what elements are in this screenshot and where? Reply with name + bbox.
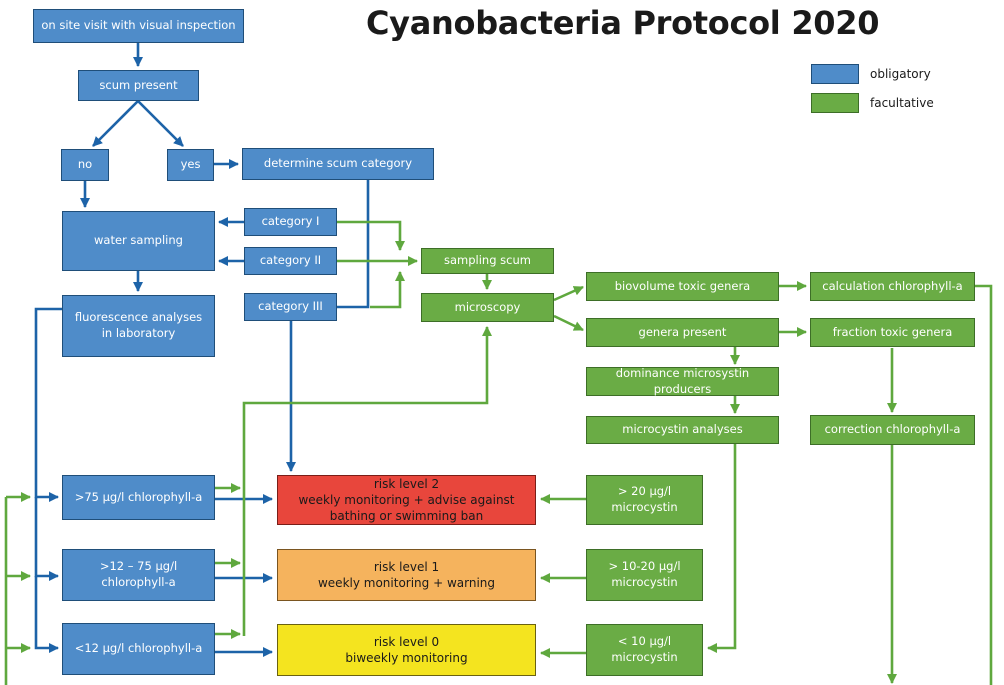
genera-present-node[interactable]: genera present	[586, 318, 779, 347]
category-2-node[interactable]: category II	[244, 247, 337, 275]
chlorophyll-low-node[interactable]: <12 µg/l chlorophyll-a	[62, 623, 215, 675]
category-3-node[interactable]: category III	[244, 293, 337, 321]
page-title: Cyanobacteria Protocol 2020	[366, 4, 880, 42]
risk-level-2-box[interactable]	[277, 475, 536, 525]
determine-scum-category-node[interactable]: determine scum category	[242, 148, 434, 180]
risk-level-1-action: weekly monitoring + warning	[317, 576, 496, 590]
chlorophyll-mid-node[interactable]: >12 – 75 µg/l chlorophyll-a	[62, 549, 215, 601]
risk-level-2-advice: bathing or swimming ban	[329, 509, 484, 524]
dominance-microcystin-producers-node[interactable]: dominance microsystin producers	[586, 367, 779, 396]
sampling-scum-node[interactable]: sampling scum	[421, 248, 554, 274]
risk-level-0-action: biweekly monitoring	[345, 651, 468, 665]
no-node[interactable]: no	[61, 149, 109, 181]
microcystin-mid-line-1: > 10-20 µg/l	[608, 559, 681, 574]
risk-level-2-action: weekly monitoring + advise against	[298, 492, 515, 507]
risk-level-0-box[interactable]	[277, 624, 536, 676]
legend-swatch-obligatory	[811, 64, 859, 84]
microcystin-mid-line-2: microcystin	[611, 575, 678, 589]
calculation-chlorophyll-node[interactable]: calculation chlorophyll-a	[810, 272, 975, 301]
category-1-node[interactable]: category I	[244, 208, 337, 236]
fraction-toxic-genera-node[interactable]: fraction toxic genera	[810, 318, 975, 347]
legend-label-facultative: facultative	[870, 96, 934, 110]
yes-node[interactable]: yes	[167, 149, 214, 181]
fluorescence-analyses-node[interactable]	[62, 295, 215, 357]
risk-level-1-title: risk level 1	[373, 559, 440, 574]
legend-swatch-facultative	[811, 93, 859, 113]
site-visit-node[interactable]: on site visit with visual inspection	[33, 9, 244, 43]
microcystin-high-line-1: > 20 µg/l	[617, 484, 672, 499]
microcystin-high-node[interactable]	[586, 475, 703, 525]
microcystin-mid-node[interactable]	[586, 549, 703, 601]
fluorescence-line-1: fluorescence analyses	[74, 310, 203, 325]
microcystin-low-node[interactable]	[586, 624, 703, 676]
biovolume-toxic-genera-node[interactable]: biovolume toxic genera	[586, 272, 779, 301]
microscopy-node[interactable]: microscopy	[421, 293, 554, 322]
chlorophyll-high-node[interactable]: >75 µg/l chlorophyll-a	[62, 475, 215, 520]
microcystin-low-line-1: < 10 µg/l	[617, 634, 672, 649]
scum-present-node[interactable]: scum present	[78, 70, 199, 101]
microcystin-low-line-2: microcystin	[611, 650, 678, 664]
risk-level-0-title: risk level 0	[373, 634, 440, 649]
microcystin-analyses-node[interactable]: microcystin analyses	[586, 416, 779, 444]
microcystin-high-line-2: microcystin	[611, 500, 678, 514]
correction-chlorophyll-node[interactable]: correction chlorophyll-a	[810, 415, 975, 445]
fluorescence-line-2: in laboratory	[101, 326, 176, 340]
risk-level-1-box[interactable]	[277, 549, 536, 601]
water-sampling-node[interactable]: water sampling	[62, 211, 215, 271]
legend-label-obligatory: obligatory	[870, 67, 931, 81]
risk-level-2-title: risk level 2	[373, 476, 440, 491]
